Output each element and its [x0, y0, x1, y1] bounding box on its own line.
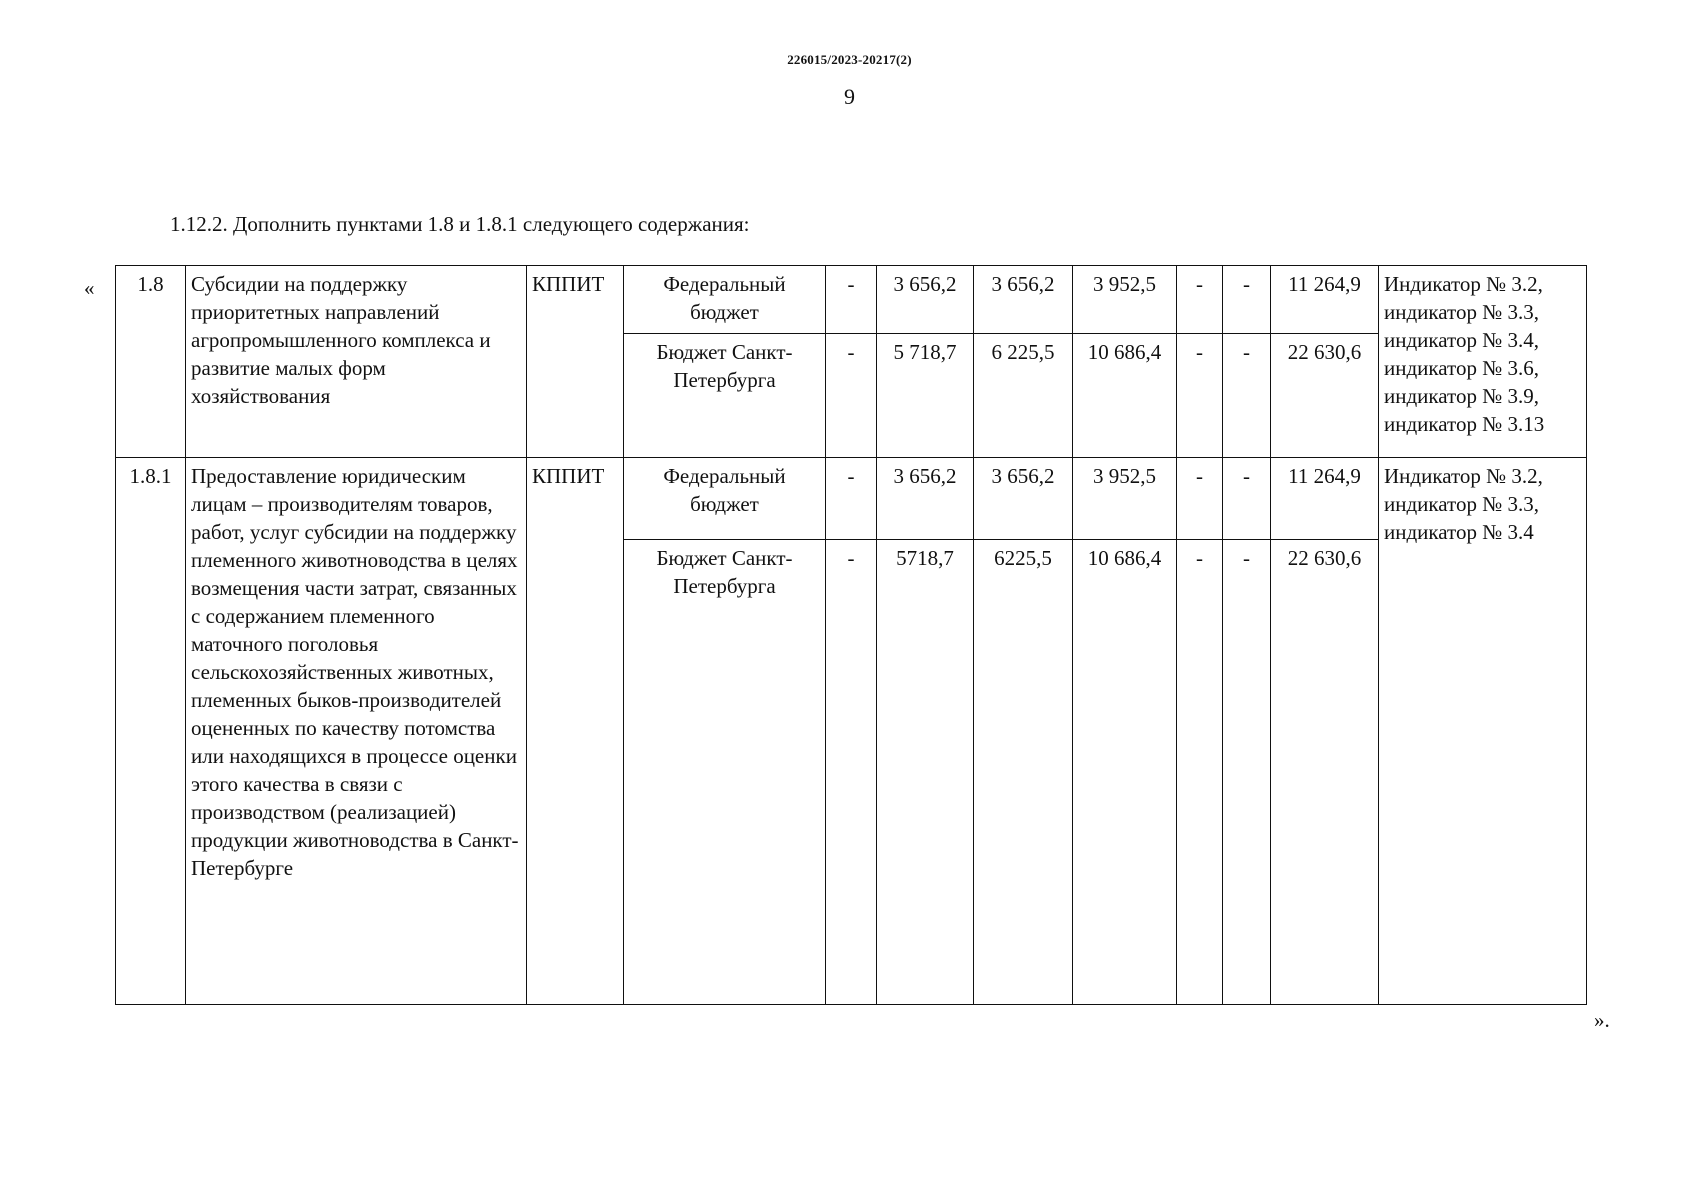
- document-registration-number: 226015/2023-20217(2): [787, 52, 912, 67]
- amendment-intro-text: 1.12.2. Дополнить пунктами 1.8 и 1.8.1 следующего содержания:: [170, 212, 750, 236]
- table-row: [116, 458, 1587, 540]
- funding-source: Бюджет Санкт-Петербурга: [624, 334, 826, 458]
- value-cell: -: [826, 334, 877, 458]
- value-cell: 3 656,2: [877, 266, 974, 334]
- value-cell: 3 656,2: [974, 458, 1073, 540]
- value-cell: 3 952,5: [1073, 458, 1177, 540]
- funding-source: Бюджет Санкт-Петербурга: [624, 540, 826, 1005]
- value-cell: -: [1223, 458, 1271, 540]
- item-number: 1.8: [116, 266, 186, 458]
- value-cell: -: [1177, 458, 1223, 540]
- item-number: 1.8.1: [116, 458, 186, 1005]
- total-cell: 11 264,9: [1271, 266, 1379, 334]
- funding-source: Федеральный бюджет: [624, 266, 826, 334]
- value-cell: -: [1177, 266, 1223, 334]
- value-cell: 3 656,2: [877, 458, 974, 540]
- budget-table: [115, 265, 1587, 1005]
- total-cell: 22 630,6: [1271, 334, 1379, 458]
- value-cell: -: [1223, 540, 1271, 1005]
- total-cell: 22 630,6: [1271, 540, 1379, 1005]
- item-name: Субсидии на поддержку приоритетных направлений агропромышленного комплекса и развитие малых форм хозяйствования: [186, 266, 527, 458]
- executor-cell: КППИТ: [527, 266, 624, 458]
- value-cell: 6225,5: [974, 540, 1073, 1005]
- value-cell: 5718,7: [877, 540, 974, 1005]
- value-cell: -: [1223, 266, 1271, 334]
- value-cell: -: [1177, 334, 1223, 458]
- indicators-cell: Индикатор № 3.2, индикатор № 3.3, индикатор № 3.4: [1379, 458, 1587, 1005]
- funding-source: Федеральный бюджет: [624, 458, 826, 540]
- value-cell: 6 225,5: [974, 334, 1073, 458]
- indicators-cell: Индикатор № 3.2, индикатор № 3.3, индикатор № 3.4, индикатор № 3.6, индикатор № 3.9, индикатор № 3.13: [1379, 266, 1587, 458]
- value-cell: 5 718,7: [877, 334, 974, 458]
- total-cell: 11 264,9: [1271, 458, 1379, 540]
- page-number: 9: [844, 84, 855, 109]
- table-row: [116, 266, 1587, 334]
- value-cell: 3 952,5: [1073, 266, 1177, 334]
- value-cell: 10 686,4: [1073, 540, 1177, 1005]
- value-cell: -: [1177, 540, 1223, 1005]
- value-cell: 3 656,2: [974, 266, 1073, 334]
- value-cell: 10 686,4: [1073, 334, 1177, 458]
- closing-quote-mark: ».: [1594, 1008, 1610, 1032]
- opening-quote-mark: «: [84, 276, 95, 300]
- item-name: Предоставление юридическим лицам – производителям товаров, работ, услуг субсидии на поддержку племенного животноводства в целях возмещения части затрат, связанных с содержанием племенного маточного поголовья сельскохозяйственных животных, племенных быков-производителей оцененных по качеству потомства или находящихся в процессе оценки этого качества в связи с производством (реализацией) продукции животноводства в Санкт-Петербурге: [186, 458, 527, 1005]
- value-cell: -: [826, 540, 877, 1005]
- value-cell: -: [1223, 334, 1271, 458]
- value-cell: -: [826, 458, 877, 540]
- value-cell: -: [826, 266, 877, 334]
- executor-cell: КППИТ: [527, 458, 624, 1005]
